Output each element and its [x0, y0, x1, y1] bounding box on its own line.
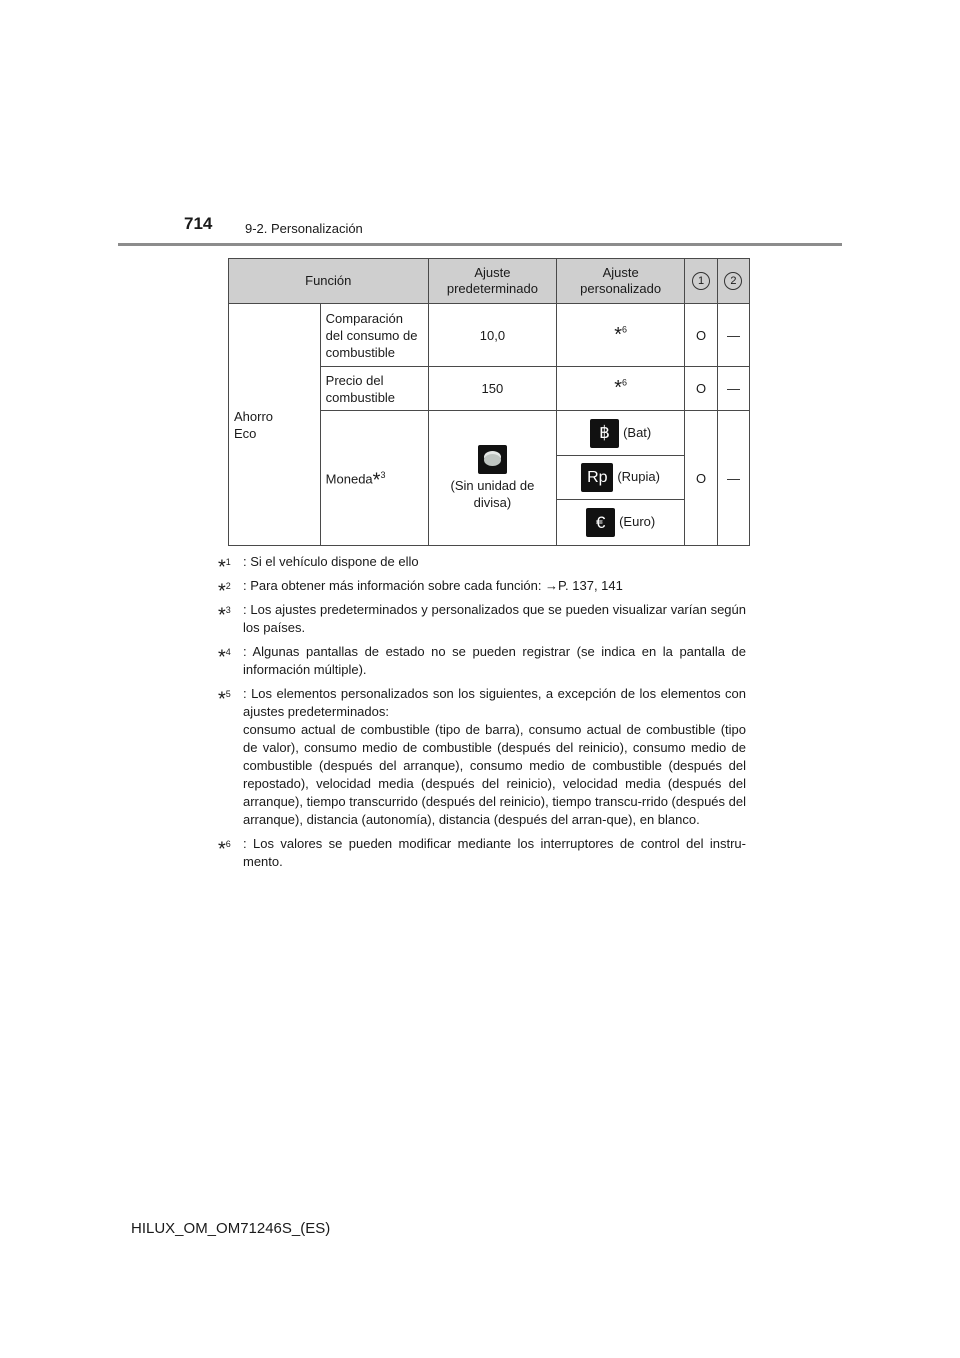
row-name-line: combustible — [325, 344, 396, 360]
settings-table — [228, 258, 750, 546]
footnote-text: : Los ajustes predeterminados y personalizados que se pueden visualizar varían según los países. — [243, 602, 746, 635]
footnote — [218, 685, 746, 829]
rupiah-icon: Rp — [581, 463, 613, 492]
footnote-number: 1 — [225, 557, 231, 567]
footnote-number: 3 — [225, 605, 231, 615]
footnote — [218, 643, 746, 679]
row-col1: O — [685, 367, 718, 411]
footnote-sup: 6 — [622, 377, 628, 388]
coins-icon — [478, 445, 507, 474]
row-col2: — — [717, 367, 749, 411]
currency-default-line1: (Sin unidad de — [450, 478, 535, 493]
footnote-sup: 3 — [380, 469, 386, 480]
footnote-star: * — [614, 323, 623, 346]
euro-icon: € — [586, 508, 615, 537]
footnote-sup: 6 — [622, 324, 628, 335]
document-id: HILUX_OM_OM71246S_(ES) — [131, 1220, 331, 1237]
row-custom — [557, 367, 685, 411]
currency-col1: O — [685, 411, 718, 546]
footnote-number: 5 — [225, 689, 231, 699]
footnote-star: * — [372, 469, 381, 492]
footnote-mark: *$^1$ — [218, 556, 231, 579]
row-col1: O — [685, 304, 718, 367]
footnote-number: 2 — [225, 581, 231, 591]
currency-option-label: (Euro) — [619, 513, 656, 529]
currency-name-text: Moneda — [325, 471, 373, 487]
currency-option-label: (Bat) — [623, 424, 652, 440]
footnote — [218, 577, 746, 603]
currency-option — [557, 500, 685, 546]
footnote-mark: *$^5$ — [218, 688, 231, 711]
header-default-line2: predeterminado — [446, 281, 538, 296]
group-label-line2: Eco — [234, 425, 257, 441]
currency-option — [557, 456, 685, 500]
currency-option-label: (Rupia) — [617, 468, 660, 484]
header-custom-line2: personalizado — [580, 281, 662, 296]
row-default: 10,0 — [428, 304, 557, 367]
footnote — [218, 601, 746, 637]
footnote-mark: *$^4$ — [218, 646, 231, 669]
footnotes — [218, 553, 746, 877]
footnote-mark: *$^3$ — [218, 604, 231, 627]
header-col2 — [717, 259, 749, 304]
currency-name — [320, 411, 428, 546]
row-custom — [557, 304, 685, 367]
circled-2-icon: 2 — [724, 272, 742, 290]
footnote — [218, 553, 746, 579]
row-name-line: Comparación — [325, 310, 403, 326]
header-function: Función — [229, 259, 429, 304]
row-default: 150 — [428, 367, 557, 411]
page-number: 714 — [184, 214, 213, 233]
footnote-text: : Algunas pantallas de estado no se pueden registrar (se indica en la pantalla de información múltiple). — [243, 644, 746, 677]
currency-option — [557, 411, 685, 456]
currency-default-line2: divisa) — [473, 495, 512, 510]
footnote — [218, 835, 746, 871]
currency-col2: — — [717, 411, 749, 546]
group-label — [229, 304, 321, 546]
header-custom — [557, 259, 685, 304]
footnote-number: 4 — [225, 647, 231, 657]
footnote-text: : Los valores se pueden modificar mediante los interruptores de control del instru-mento. — [243, 836, 746, 869]
footnote-detail: consumo actual de combustible (tipo de barra), consumo actual de combustible (tipo de valor), consumo medio de combustible (después del reinicio), consumo medio de combustible (después del arranque), consumo medio de combustible (después del repostado), velocidad media (después del reinicio), velocidad media (después del arranque), tiempo transcurrido (después del reinicio), tiempo transcu-rrido (después del arranque), distancia (autonomía), distancia (después del arran-que), en blanco. — [243, 722, 746, 827]
footnote-text: : Para obtener más información sobre cada función: →P. 137, 141 — [243, 578, 623, 593]
table-header-row — [229, 259, 750, 304]
header-rule — [118, 243, 842, 246]
group-label-line1: Ahorro — [234, 408, 274, 424]
table-row — [229, 304, 750, 367]
header-col1 — [685, 259, 718, 304]
header-default — [428, 259, 557, 304]
row-name-line: combustible — [325, 389, 396, 405]
footnote-number: 6 — [225, 839, 231, 849]
row-col2: — — [717, 304, 749, 367]
header-custom-line1: Ajuste — [602, 265, 639, 280]
row-name-line: Precio del — [325, 372, 384, 388]
footnote-mark: *$^2$ — [218, 580, 231, 603]
row-name — [320, 367, 428, 411]
footnote-text: : Los elementos personalizados son los siguientes, a excepción de los elementos con ajustes predeterminados: — [243, 686, 746, 719]
row-name — [320, 304, 428, 367]
header-default-line1: Ajuste — [474, 265, 511, 280]
footnote-text: : Si el vehículo dispone de ello — [243, 554, 419, 569]
currency-default — [428, 411, 557, 546]
baht-icon: ฿ — [590, 419, 619, 448]
footnote-mark: *$^6$ — [218, 838, 231, 861]
section-title: 9-2. Personalización — [245, 221, 363, 236]
circled-1-icon: 1 — [692, 272, 710, 290]
footnote-star: * — [614, 377, 623, 399]
row-name-line: del consumo de — [325, 327, 418, 343]
